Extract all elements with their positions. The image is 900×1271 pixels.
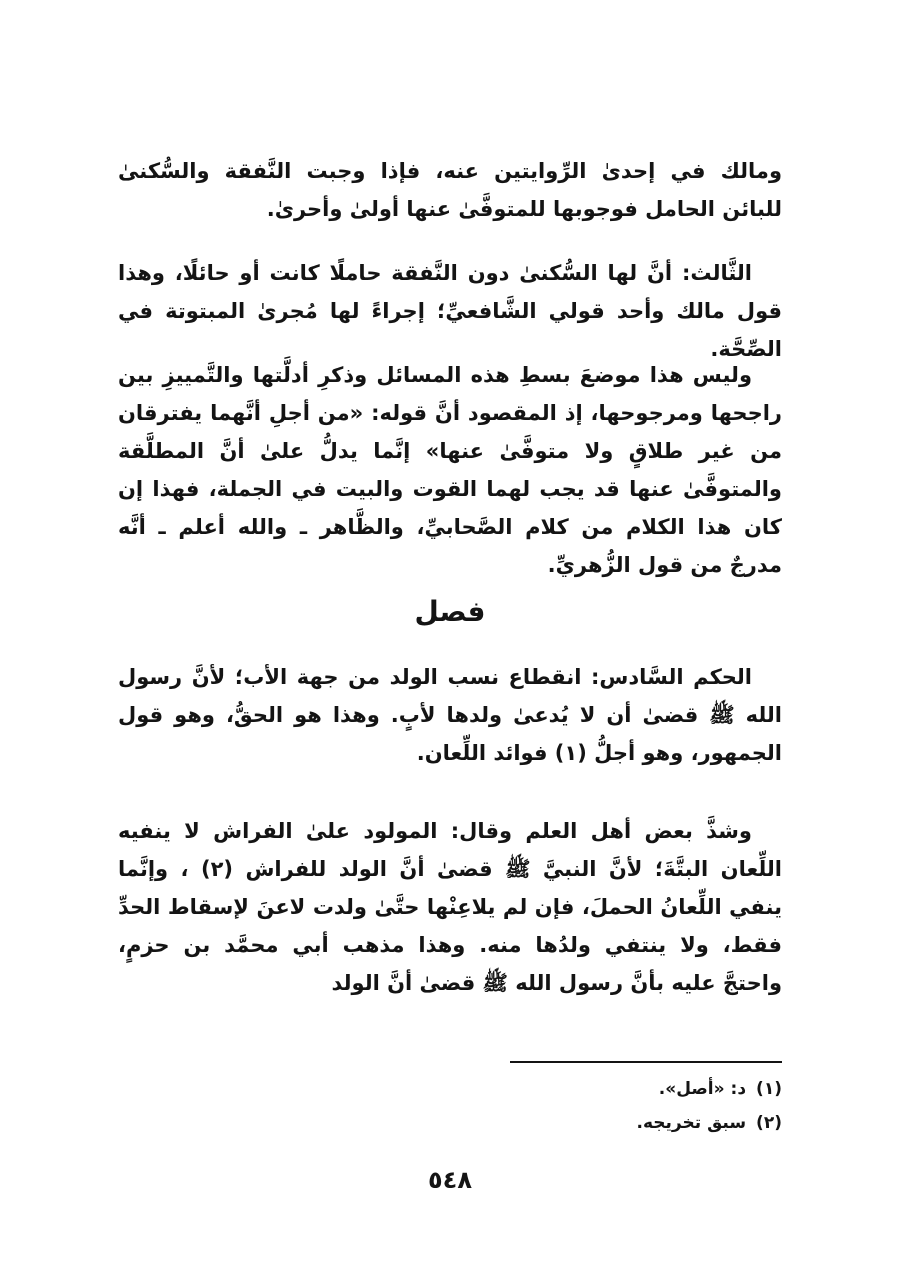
- section-heading: فصل: [414, 595, 486, 628]
- paragraph-sixth-ruling: [118, 658, 782, 772]
- footnote-divider: [510, 1061, 782, 1063]
- ruling-label: الحكم السَّادس:: [591, 665, 753, 689]
- paragraph-text: الثَّالث: أنَّ لها السُّكنىٰ دون النَّفقة حاملًا كانت أو حائلًا، وهذا قول مالك وأحد قولي الشَّافعيِّ؛ إجراءً لها مُجرىٰ المبتوتة في الصِّحَّة.: [118, 261, 782, 361]
- paragraph-text: وليس هذا موضعَ بسطِ هذه المسائل وذكرِ أدلَّتها والتَّمييزِ بين راجحها ومرجوحها، إذ المقصود أنَّ قوله: «من أجلِ أنَّهما يفترقان من غير طلاقٍ ولا متوفَّىٰ عنها» إنَّما يدلُّ علىٰ أنَّ المطلَّقة والمتوفَّىٰ عنها قد يجب لهما القوت والبيت في الجملة، فهذا إن كان هذا الكلام من كلام الصَّحابيِّ، والظَّاهر ـ والله أعلم ـ أنَّه مدرجٌ من قول الزُّهريِّ.: [118, 363, 782, 577]
- paragraph-text: [118, 658, 782, 772]
- paragraph-text: ومالك في إحدىٰ الرِّوايتين عنه، فإذا وجبت النَّفقة والسُّكنىٰ للبائن الحامل فوجوبها للمتوفَّىٰ عنها أولىٰ وأحرىٰ.: [118, 159, 782, 221]
- paragraph-third-opinion: [118, 254, 782, 368]
- paragraph-discussion: [118, 356, 782, 584]
- footnote-text: د: «أصل».: [658, 1079, 747, 1099]
- footnote-item: [118, 1072, 782, 1106]
- paragraph-dissent: [118, 812, 782, 1002]
- page-number: ٥٤٨: [428, 1166, 472, 1194]
- footnotes: [118, 1072, 782, 1140]
- footnote-number: (٢): [756, 1113, 782, 1133]
- ruling-text: انقطاع نسب الولد من جهة الأب؛ لأنَّ رسول الله ﷺ قضىٰ أن لا يُدعىٰ ولدها لأبٍ. وهذا هو الحقُّ، وهو قول الجمهور، وهو أجلُّ (١) فوائد اللِّعان.: [118, 665, 782, 765]
- paragraph-text: وشذَّ بعض أهل العلم وقال: المولود علىٰ الفراش لا ينفيه اللِّعان البتَّةَ؛ لأنَّ النبيَّ ﷺ قضىٰ أنَّ الولد للفراش (٢) ، وإنَّما ينفي اللِّعانُ الحملَ، فإن لم يلاعِنْها حتَّىٰ ولدت لاعنَ لإسقاط الحدِّ فقط، ولا ينتفي ولدُها منه. وهذا مذهب أبي محمَّد بن حزمٍ، واحتجَّ عليه بأنَّ رسول الله ﷺ قضىٰ أنَّ الولد: [118, 819, 782, 995]
- footnote-item: [118, 1106, 782, 1140]
- footnote-number: (١): [756, 1079, 782, 1099]
- footnote-text: سبق تخريجه.: [636, 1113, 747, 1133]
- paragraph-continuation: [118, 152, 782, 228]
